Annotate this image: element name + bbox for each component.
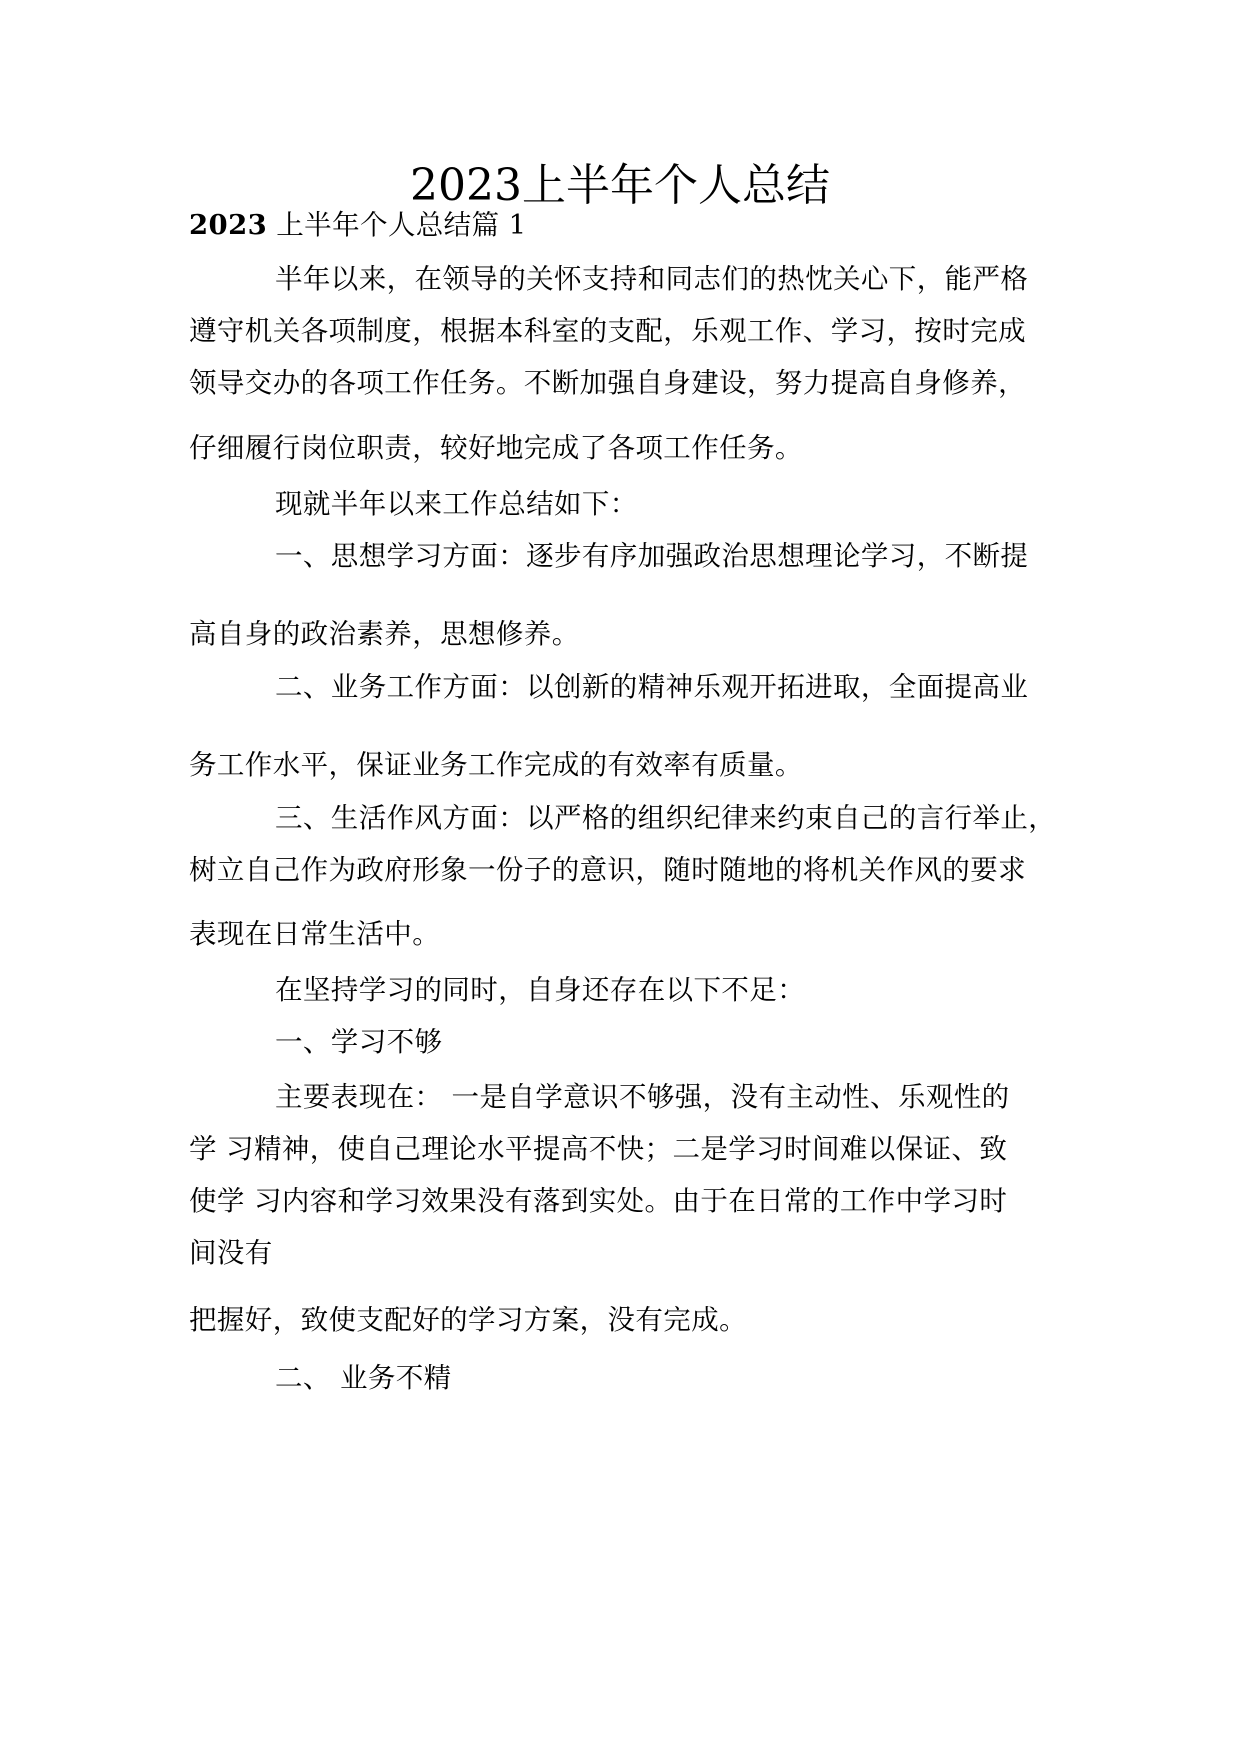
paragraph-line: 把握好，致使支配好的学习方案，没有完成。: [189, 1304, 747, 1336]
paragraph-line: 一、学习不够: [275, 1026, 443, 1058]
paragraph-line: 二、业务工作方面：以创新的精神乐观开拓进取，全面提高业: [275, 671, 1029, 703]
paragraph-line: 半年以来，在领导的关怀支持和同志们的热忱关心下，能严格: [275, 263, 1029, 295]
paragraph-line: 树立自己作为政府形象一份子的意识，随时随地的将机关作风的要求: [189, 854, 1026, 886]
paragraph-line: 领导交办的各项工作任务。不断加强自身建设，努力提高自身修养，: [189, 367, 1026, 399]
section-heading-text: 上半年个人总结篇 1: [267, 209, 527, 241]
section-heading-year: 2023: [189, 209, 268, 241]
paragraph-line: 二、 业务不精: [275, 1362, 452, 1394]
paragraph-line: 现就半年以来工作总结如下：: [275, 488, 638, 520]
paragraph-line: 表现在日常生活中。: [189, 918, 441, 950]
paragraph-line: 遵守机关各项制度，根据本科室的支配，乐观工作、学习，按时完成: [189, 315, 1026, 347]
paragraph-line: 一、思想学习方面：逐步有序加强政治思想理论学习，不断提: [275, 540, 1029, 572]
document-title: 2023上半年个人总结: [410, 160, 830, 211]
paragraph-line: 高自身的政治素养，思想修养。: [189, 618, 580, 650]
paragraph-line: 使学 习内容和学习效果没有落到实处。由于在日常的工作中学习时: [189, 1185, 1008, 1217]
paragraph-line: 仔细履行岗位职责，较好地完成了各项工作任务。: [189, 432, 803, 464]
paragraph-line: 学 习精神，使自己理论水平提高不快；二是学习时间难以保证、致: [189, 1133, 1008, 1165]
paragraph-line: 在坚持学习的同时，自身还存在以下不足：: [275, 974, 806, 1006]
paragraph-line: 间没有: [189, 1237, 273, 1269]
section-heading: [189, 205, 527, 245]
paragraph-line: 务工作水平，保证业务工作完成的有效率有质量。: [189, 749, 803, 781]
paragraph-line: 主要表现在： 一是自学意识不够强，没有主动性、乐观性的: [275, 1081, 1010, 1113]
paragraph-line: 三、生活作风方面：以严格的组织纪律来约束自己的言行举止，: [275, 802, 1057, 834]
